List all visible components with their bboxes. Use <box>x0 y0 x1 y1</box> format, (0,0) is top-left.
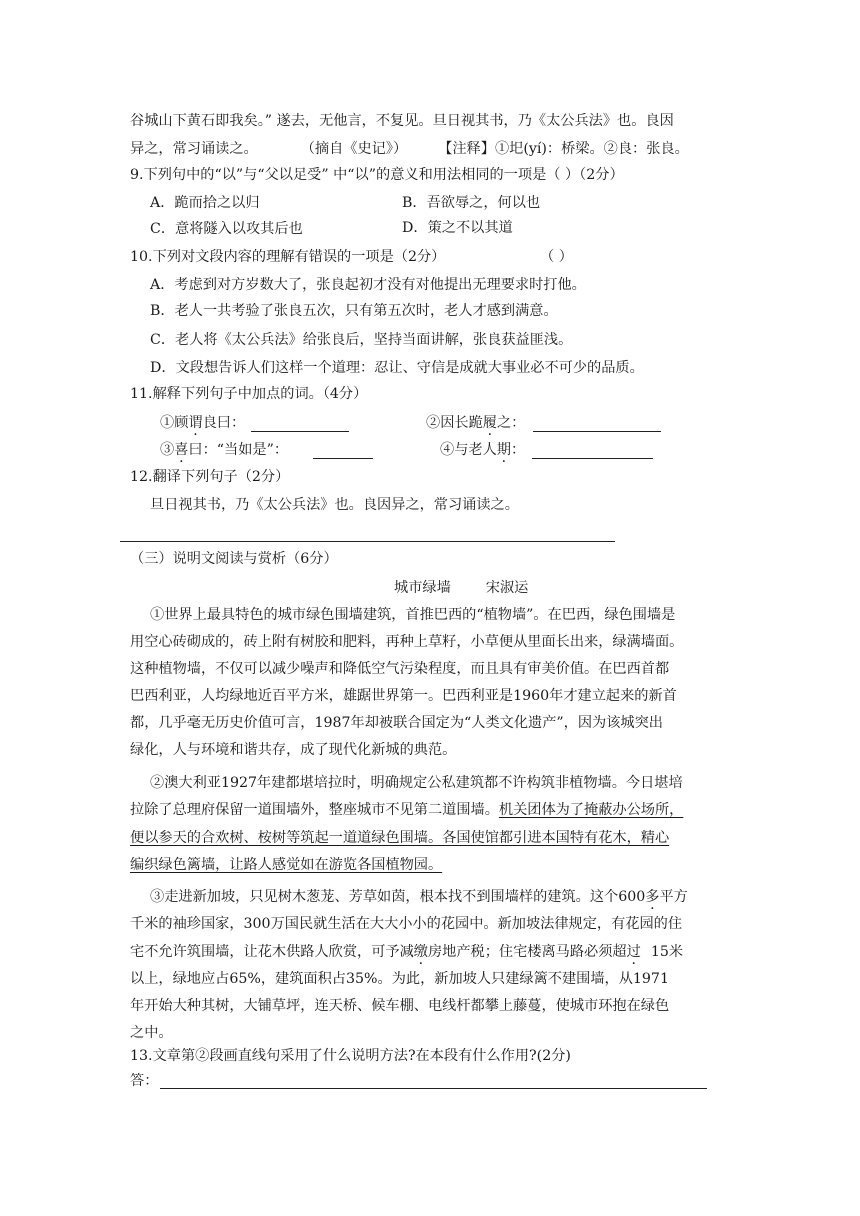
q12-sentence: 旦日视其书，乃《太公兵法》也。良因异之，常习诵读之。 <box>150 497 519 513</box>
p1-line-5: 都，几乎毫无历史价值可言，1987年却被联合国定为“人类文化遗产”，因为该城突出 <box>130 715 663 731</box>
p3-line-1-tail: 平方 <box>659 889 688 905</box>
q10-option-d: D．文段想告诉人们这样一个道理：忍让、守信是成就大事业必不可少的品质。 <box>150 360 644 376</box>
p3-line-3-text: 宅不允许筑围墙，让花木供路人欣赏，可予减 <box>130 944 414 960</box>
q10-option-a: A．考虑到对方岁数大了，张良起初才没有对他提出无理要求时打他。 <box>150 277 586 293</box>
q11-answer-blank-2[interactable] <box>533 431 661 432</box>
q11-stem: 11.解释下列句子中加点的词。（4分） <box>130 386 368 402</box>
section3-heading: （三）说明文阅读与赏析（6分） <box>130 551 338 567</box>
q11-answer-blank-4[interactable] <box>532 458 653 459</box>
q10-option-c: C．老人将《太公兵法》给张良后，坚持当面讲解，张良获益匪浅。 <box>150 332 573 348</box>
q11-item-3-dot-word: 喜 <box>174 442 189 458</box>
q10-stem: 10.下列对文段内容的理解有错误的一项是（2分） <box>130 249 446 265</box>
passage-line-2 <box>130 139 689 159</box>
p2-line-2 <box>130 800 683 820</box>
p3-line-4: 以上，绿地应占65%，建筑面积占35%。为此，新加坡人只建绿篱不建围墙，从1971 <box>130 971 669 987</box>
q11-item-4-dot-word: 期 <box>496 442 511 458</box>
passage-line-1: 谷城山下黄石即我矣。” 遂去，无他言，不复见。旦日视其书，乃《太公兵法》也。良因 <box>130 113 674 129</box>
q11-item-4-post: ： <box>510 442 526 458</box>
q13-answer-line[interactable] <box>160 1088 707 1089</box>
p2-underlined-line-3: 便以参天的合欢树、桉树等筑起一道道绿色围墙。各国使馆都引进本国特有花木，精心 <box>130 830 670 846</box>
p3-line-1-text: ③走进新加坡，只见树木葱茏、芳草如茵，根本找不到围墙样的建筑。这个600 <box>150 889 646 905</box>
q11-item-3-post: 曰：“当如是”： <box>188 442 289 458</box>
q11-item-1-dot-word: 谓 <box>188 415 203 431</box>
q9-option-a: A．跪而拾之以归 <box>150 195 260 211</box>
q11-item-1-post: 良曰： <box>202 415 246 431</box>
q9-option-c: C．意将隧入以攻其后也 <box>150 221 303 237</box>
p2-underlined-sentence-part-1: 机关团体为了掩蔽办公场所， <box>498 802 684 818</box>
p2-underlined-line-4: 编织绿色篱墙，让路人感觉如在游览各国植物园。 <box>130 857 443 873</box>
q11-item-2-pre: ②因长跪 <box>426 415 483 431</box>
p3-line-3-mid: 房地产税；住宅楼离马路必须超 <box>427 944 627 960</box>
q11-item-2 <box>426 413 525 433</box>
q11-item-3 <box>160 440 288 460</box>
passage-line-2-text: 异之，常习诵读之。 <box>130 141 258 157</box>
q12-stem: 12.翻译下列句子（2分） <box>130 469 290 485</box>
q12-answer-line[interactable] <box>120 541 615 542</box>
p2-line-2-plain: 拉除了总理府保留一道围墙外，整座城市不见第二道围墙。 <box>130 802 499 818</box>
q11-item-2-post: 之： <box>496 415 526 431</box>
q11-item-1-pre: ①顾 <box>160 415 189 431</box>
q10-answer-paren: （ ） <box>540 249 573 265</box>
note-text: ①圯(yí)：桥梁。②良：张良。 <box>494 141 689 157</box>
p3-dot-word-duo: 多 <box>645 889 660 905</box>
article-title-text: 城市绿墙 <box>394 580 451 596</box>
p1-line-4: 巴西利亚，人均绿地近百平方米，雄踞世界第一。巴西利亚是1960年才建立起来的新首 <box>130 688 677 704</box>
p3-line-6: 之中。 <box>130 1025 173 1041</box>
p1-line-6: 绿化，人与环境和谐共存，成了现代化新城的典范。 <box>130 742 457 758</box>
article-author: 宋淑运 <box>485 580 529 596</box>
p3-dot-word-jiao: 缴 <box>413 944 428 960</box>
q13-stem: 13.文章第②段画直线句采用了什么说明方法?在本段有什么作用?(2分) <box>130 1048 571 1064</box>
p3-line-2: 千米的袖珍国家，300万国民就生活在大大小小的花园中。新加坡法律规定，有花园的住 <box>130 916 683 932</box>
q11-item-3-pre: ③ <box>160 442 175 458</box>
q10-option-b: B．老人一共考验了张良五次，只有第五次时，老人才感到满意。 <box>150 303 558 319</box>
note-label: 【注释】 <box>438 141 495 157</box>
p1-line-2: 用空心砖砌成的，砖上附有树胶和肥料，再种上草籽，小草便从里面长出来，绿满墙面。 <box>130 634 684 650</box>
p3-line-5: 年开始大种其树，大铺草坪，连天桥、候车棚、电线杆都攀上藤蔓，使城市环抱在绿色 <box>130 998 670 1014</box>
q11-answer-blank-3[interactable] <box>313 458 373 459</box>
p2-line-1: ②澳大利亚1927年建都堪培拉时，明确规定公私建筑都不许构筑非植物墙。今日堪培 <box>150 775 683 791</box>
p1-line-3: 这种植物墙，不仅可以减少噪声和降低空气污染程度，而且具有审美价值。在巴西首都 <box>130 661 670 677</box>
q11-answer-blank-1[interactable] <box>251 431 349 432</box>
q11-item-2-dot-word: 履 <box>482 415 497 431</box>
q9-option-b: B．吾欲辱之，何以也 <box>402 195 541 211</box>
q11-item-1 <box>160 413 245 433</box>
passage-source: （摘自《史记》） <box>300 141 408 157</box>
p3-line-3-tail: 15米 <box>650 944 684 960</box>
q11-item-4-pre: ④与老人 <box>440 442 497 458</box>
article-title <box>394 578 528 598</box>
q13-answer-label: 答： <box>130 1073 159 1089</box>
p3-dot-word-guo: 过 <box>626 944 641 960</box>
p1-line-1: ①世界上最具特色的城市绿色围墙建筑，首推巴西的“植物墙”。在巴西，绿色围墙是 <box>150 607 676 623</box>
q9-option-d: D．策之不以其道 <box>402 220 513 236</box>
q9-stem: 9.下列句中的“以”与“父以足受” 中“以”的意义和用法相同的一项是（ ）（2分） <box>130 167 624 183</box>
p3-line-1 <box>150 887 688 907</box>
p3-line-3 <box>130 942 683 962</box>
q11-item-4 <box>440 440 525 460</box>
